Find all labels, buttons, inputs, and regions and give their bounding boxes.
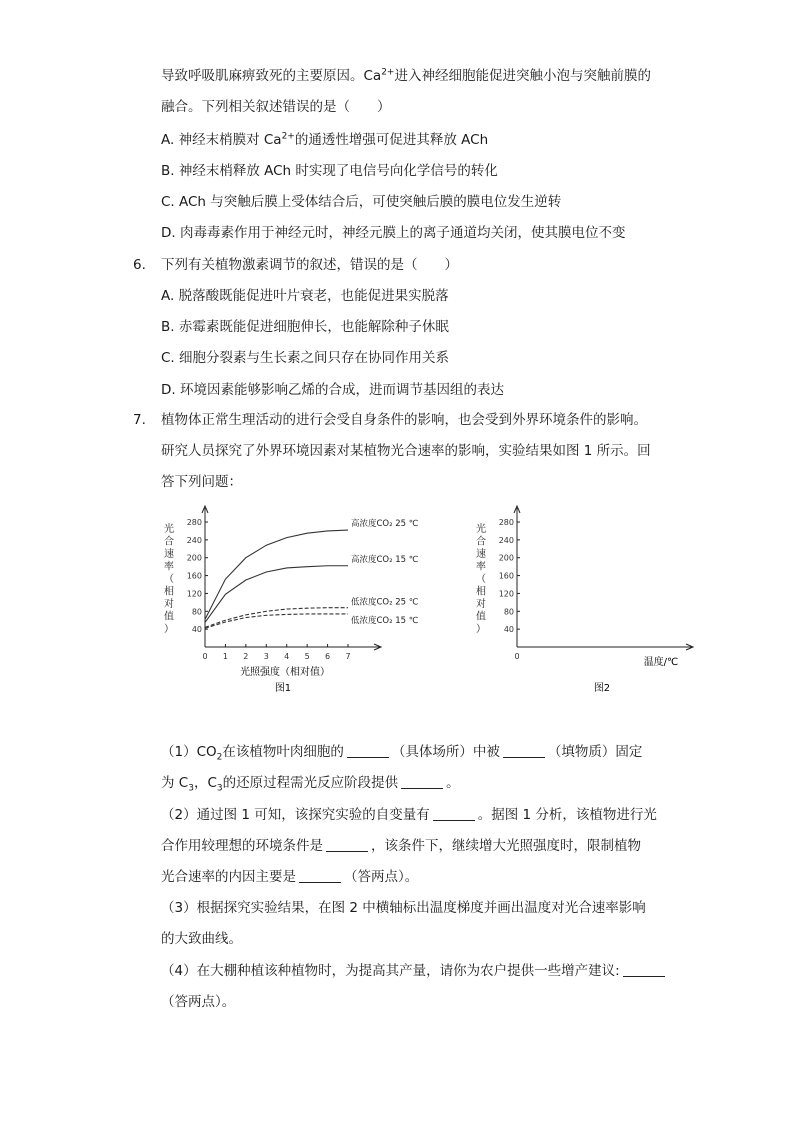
y-tick-label: 40 xyxy=(191,625,202,635)
q7-stem-line2: 研究人员探究了外界环境因素对某植物光合速率的影响，实验结果如图 1 所示。回 xyxy=(161,443,651,459)
x-tick-label: 4 xyxy=(284,652,290,661)
x-tick-label: 3 xyxy=(263,652,269,661)
q7-sub2-blank-internal-factors[interactable] xyxy=(299,868,341,883)
y-axis-label-char: 合 xyxy=(476,536,486,548)
x-tick-label: 6 xyxy=(325,652,331,661)
y-tick-label: 240 xyxy=(186,535,202,545)
y-axis-label-char: 对 xyxy=(164,599,174,610)
x-tick-label: 0 xyxy=(202,652,208,661)
q7-sub2-line1: （2）通过图 1 可知，该探究实验的自变量有 。据图 1 分析，该植物进行光 xyxy=(161,807,657,823)
figure-1-xlabel: 光照强度（相对值） xyxy=(240,667,330,678)
y-axis-label-char: 率 xyxy=(164,561,174,573)
y-axis-label-char: 率 xyxy=(476,561,486,573)
y-tick-label: 80 xyxy=(503,607,514,617)
x-tick-label: 2 xyxy=(243,652,249,661)
series-label: 高浓度CO₂ 15 ℃ xyxy=(351,554,419,565)
q5-option-d[interactable]: D. 肉毒毒素作用于神经元时，神经元膜上的离子通道均关闭，使其膜电位不变 xyxy=(161,225,626,241)
q7-sub1-blank-substance[interactable] xyxy=(503,743,545,758)
x-tick-label: 0 xyxy=(514,652,520,661)
series-line xyxy=(205,614,348,628)
y-axis-label-char: （ xyxy=(476,574,486,585)
q5-stem-line1: 导致呼吸肌麻痹致死的主要原因。$Ca^{2+}$进入神经细胞能促进突触小泡与突触前膜的 xyxy=(161,67,651,84)
q7-sub1-line2: 为 $C_3$，$C_3$的还原过程需光反应阶段提供 。 xyxy=(161,775,460,794)
y-axis-label-char: 对 xyxy=(476,599,486,610)
q7-sub2-line2: 合作用较理想的环境条件是 ，该条件下，继续增大光照强度时，限制植物 xyxy=(161,838,641,854)
y-axis-label-char: （ xyxy=(164,574,174,585)
q7-sub2-blank-variables[interactable] xyxy=(433,806,475,821)
y-axis-label-char: 值 xyxy=(476,611,486,623)
y-axis-label-char: ） xyxy=(476,624,486,635)
q6-option-a[interactable]: A. 脱落酸既能促进叶片衰老，也能促进果实脱落 xyxy=(161,288,449,304)
figure-1-lines xyxy=(205,518,419,628)
q7-stem-line3: 答下列问题： xyxy=(161,474,242,490)
q7-sub1-blank-location[interactable] xyxy=(347,743,389,758)
y-tick-label: 280 xyxy=(186,518,202,527)
q6-stem: 下列有关植物激素调节的叙述，错误的是（ ） xyxy=(161,257,458,273)
q7-sub1-line1: $(1)CO_2$在该植物叶肉细胞的 （具体场所）中被 （填物质）固定 xyxy=(161,744,643,763)
q7-sub4-line2: （答两点）。 xyxy=(161,994,236,1010)
q5-option-b[interactable]: B. 神经末梢释放 ACh 时实现了电信号向化学信号的转化 xyxy=(161,163,498,179)
y-tick-label: 120 xyxy=(498,589,514,599)
y-tick-label: 80 xyxy=(191,607,202,617)
y-axis-label-char: 相 xyxy=(164,586,174,598)
y-tick-label: 200 xyxy=(186,553,202,563)
q5-option-a[interactable]: A. 神经末梢膜对 $Ca^{2+}$的通透性增强可促进其释放 ACh xyxy=(161,131,489,148)
y-tick-label: 40 xyxy=(503,625,514,635)
y-axis-label-char: 速 xyxy=(476,549,486,560)
series-label: 高浓度CO₂ 25 ℃ xyxy=(351,519,419,530)
series-label: 低浓度CO₂ 15 ℃ xyxy=(351,615,419,626)
q6-option-b[interactable]: B. 赤霉素既能促进细胞伸长，也能解除种子休眠 xyxy=(161,319,449,335)
y-axis-label-char: 光 xyxy=(164,524,174,535)
y-axis-label-char: 值 xyxy=(164,611,174,623)
y-axis-label-char: 相 xyxy=(476,586,486,598)
x-tick-label: 5 xyxy=(304,652,310,661)
q7-stem-line1: 植物体正常生理活动的进行会受自身条件的影响，也会受到外界环境条件的影响。 xyxy=(161,412,647,428)
q7-sub3-line1: （3）根据探究实验结果，在图 2 中横轴标出温度梯度并画出温度对光合速率影响 xyxy=(161,900,646,916)
figure-1-axes xyxy=(164,506,381,661)
figure-2-xlabel: 温度/℃ xyxy=(643,657,679,668)
q6-number: 6. xyxy=(133,257,146,273)
q6-option-d[interactable]: D. 环境因素能够影响乙烯的合成，进而调节基因组的表达 xyxy=(161,382,504,398)
q7-sub3-line2: 的大致曲线。 xyxy=(161,931,242,947)
figure-2-chart xyxy=(470,505,695,700)
q5-stem-line2: 融合。下列相关叙述错误的是（ ） xyxy=(161,99,391,115)
y-axis-label-char: 速 xyxy=(164,549,174,560)
q7-sub2-line3: 光合速率的内因主要是 （答两点）。 xyxy=(161,869,419,885)
y-tick-label: 280 xyxy=(498,518,514,527)
q5-option-c[interactable]: C. ACh 与突触后膜上受体结合后，可使突触后膜的膜电位发生逆转 xyxy=(161,194,562,210)
y-tick-label: 160 xyxy=(498,571,514,581)
y-tick-label: 240 xyxy=(498,535,514,545)
q7-sub1-blank-light-products[interactable] xyxy=(401,774,443,789)
q6-option-c[interactable]: C. 细胞分裂素与生长素之间只存在协同作用关系 xyxy=(161,350,450,366)
q7-sub4-blank-suggestions[interactable] xyxy=(623,962,665,977)
q7-sub2-blank-conditions[interactable] xyxy=(326,837,368,852)
y-axis-label-char: 光 xyxy=(476,524,486,535)
y-tick-label: 160 xyxy=(186,571,202,581)
x-tick-label: 1 xyxy=(222,652,228,661)
figure-2-title: 图2 xyxy=(593,683,611,694)
q7-number: 7. xyxy=(133,412,146,428)
series-line xyxy=(205,530,348,619)
figure-1-title: 图1 xyxy=(274,683,292,694)
figure-2-axes xyxy=(476,506,693,661)
figure-1-chart xyxy=(155,505,455,700)
y-axis-label-char: ） xyxy=(164,624,174,635)
y-axis-label-char: 合 xyxy=(164,536,174,548)
q7-sub4-line1: （4）在大棚种植该种植物时，为提高其产量，请你为农户提供一些增产建议: xyxy=(161,961,668,981)
series-line xyxy=(205,608,348,628)
x-tick-label: 7 xyxy=(345,652,351,661)
y-tick-label: 200 xyxy=(498,553,514,563)
series-label: 低浓度CO₂ 25 ℃ xyxy=(351,597,419,608)
y-tick-label: 120 xyxy=(186,589,202,599)
